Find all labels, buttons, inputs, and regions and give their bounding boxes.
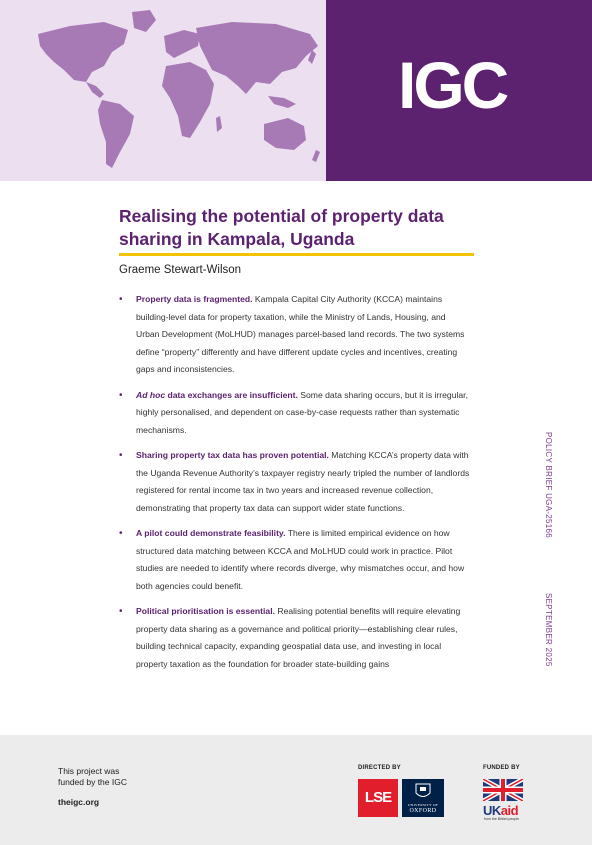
directed-by-label: DIRECTED BY (358, 765, 401, 771)
ukaid-aid: aid (500, 803, 519, 818)
author-name: Graeme Stewart-Wilson (119, 264, 242, 276)
oxford-big-text: OXFORD (409, 808, 437, 814)
union-flag-icon (483, 779, 523, 801)
bullet-body: Some data sharing occurs, but it is irregular, highly personalised, and dependent on case-by-case requests rather than systematic mechanisms. (136, 389, 468, 435)
bullet-lead: Sharing property tax data has proven potential. (136, 450, 329, 460)
bullet-lead (136, 390, 298, 400)
title-underline (119, 253, 474, 256)
oxford-small-text: UNIVERSITY OF (407, 803, 439, 807)
bullet-body: Matching KCCA’s property data with the Uganda Revenue Authority’s taxpayer registry nearly tripled the number of landlords registered for rental income tax in two years and increased revenue collection, demonstrating that property tax data can support wider state functions. (136, 450, 470, 513)
funded-by-label: FUNDED BY (483, 765, 520, 771)
bullet-marker: • (119, 606, 123, 617)
website-link[interactable]: theigc.org (58, 797, 100, 807)
oxford-crest-icon (402, 779, 444, 803)
bullet-lead: Political prioritisation is essential. (136, 606, 275, 616)
footer (0, 735, 592, 845)
bullet-marker: • (119, 528, 123, 539)
bullet-marker: • (119, 294, 123, 305)
header-banner (0, 0, 592, 181)
bullet-lead-italic: Ad hoc (136, 389, 166, 400)
list-item (119, 291, 471, 379)
bullet-marker: • (119, 389, 123, 401)
bullet-body: Kampala Capital City Authority (KCCA) maintains building-level data for property taxation, while the Ministry of Lands, Housing, and Urban Development (MoLHUD) manages parcel-based land records. The two systems define “property” differently and have different update cycles and incentives, creating gaps and inconsistencies. (136, 294, 465, 374)
funding-note: This project was funded by the IGC (58, 766, 127, 787)
list-item (119, 525, 471, 595)
world-map-graphic (0, 0, 326, 181)
lse-logo: LSE (358, 779, 398, 817)
bullet-body: Realising potential benefits will require elevating property data sharing as a governance and political priority—establishing clear rules, building technical capacity, expanding geospatial data use, and investing in local property taxation as the foundation for broader state-building gains (136, 606, 461, 669)
world-map-panel (0, 0, 326, 181)
list-item (119, 603, 471, 673)
ukaid-tagline: from the British people (484, 817, 520, 821)
list-item (119, 387, 471, 440)
bullet-lead-rest: data exchanges are insufficient. (165, 389, 298, 400)
bullet-lead: Property data is fragmented. (136, 294, 253, 304)
igc-logo: IGC (398, 48, 507, 122)
policy-brief-series-label: POLICY BRIEF UGA-25166 (544, 432, 553, 539)
ukaid-uk: UK (483, 803, 501, 818)
logo-panel (326, 0, 592, 181)
bullet-marker: • (119, 450, 123, 461)
key-points-list (119, 291, 471, 681)
oxford-logo (402, 779, 444, 817)
page-title: Realising the potential of property data sharing in Kampala, Uganda (119, 206, 444, 249)
bullet-body: There is limited empirical evidence on how structured data matching between KCCA and MoLHUD could work in practice. Pilot studies are needed to identify where records diverge, why mismatches occur, and how both agencies could benefit. (136, 528, 465, 591)
publication-date-label: SEPTEMBER 2025 (544, 593, 553, 667)
ukaid-logo (483, 803, 518, 818)
list-item (119, 447, 471, 517)
bullet-lead: A pilot could demonstrate feasibility. (136, 528, 286, 538)
